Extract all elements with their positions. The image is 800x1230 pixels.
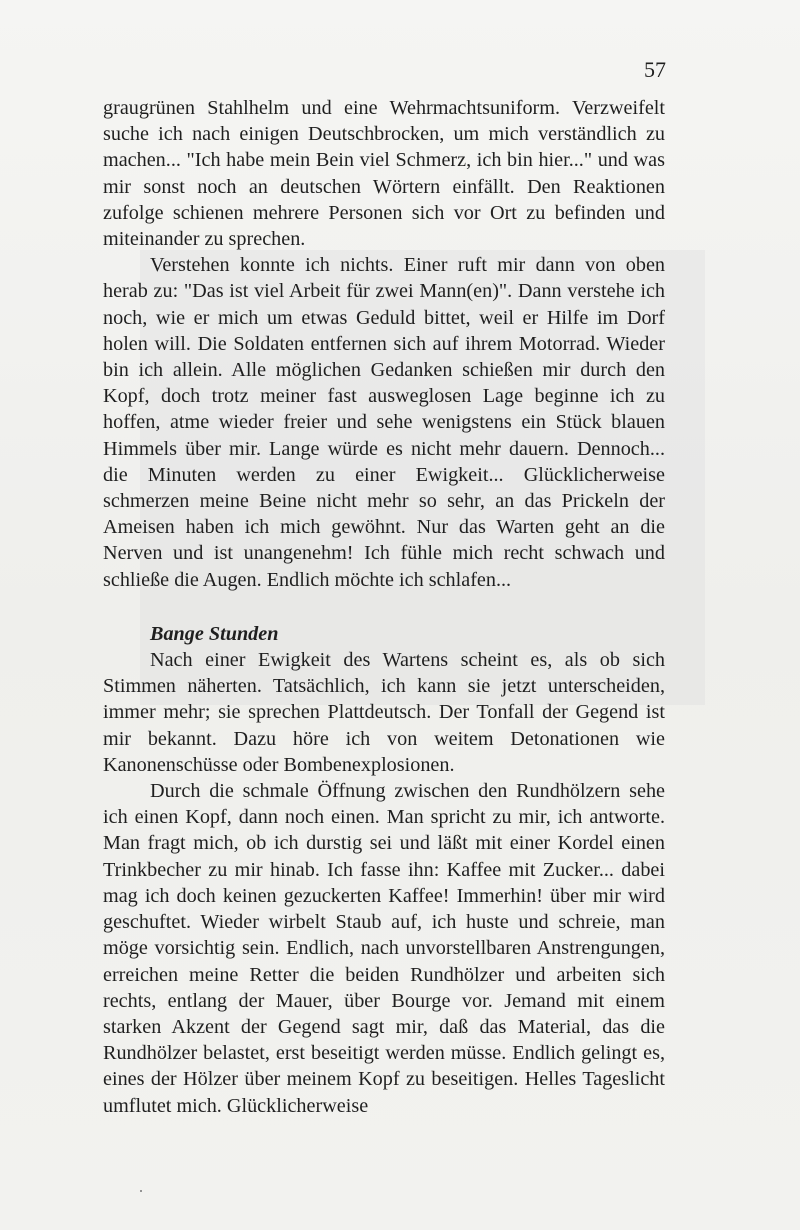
paragraph-3: Nach einer Ewigkeit des Wartens scheint es, als ob sich Stimmen näherten. Tatsächlich, ich kann sie jetzt unterscheiden, immer mehr; sie sprechen Plattdeutsch. Der Tonfall der Gegend ist mir bekannt. Dazu höre ich von weitem Detonationen wie Kanonenschüsse oder Bombenexplosionen. [103,649,665,776]
paragraph-4: Durch die schmale Öffnung zwischen den Rundhölzern sehe ich einen Kopf, dann noch einen. Man spricht zu mir, ich antworte. Man fragt mich, ob ich durstig sei und läßt mit einer Kordel einen Trinkbecher zu mir hinab. Ich fasse ihn: Kaffee mit Zucker... dabei mag ich doch keinen gezuckerten Kaffee! Immerhin! über mir wird geschuftet. Wieder wirbelt Staub auf, ich huste und schreie, man möge vorsichtig sein. Endlich, nach unvorstellbaren Anstrengungen, erreichen meine Retter die beiden Rundhölzer und arbeiten sich rechts, entlang der Mauer, über Bourge vor. Jemand mit einem starken Akzent der Gegend sagt mir, daß das Material, das die Rundhölzer belastet, erst beseitigt werden müsse. Endlich gelingt es, eines der Hölzer über meinem Kopf zu beseitigen. Helles Tageslicht umflutet mich. Glücklicherweise [103,780,665,1117]
paper-speck [140,1190,142,1192]
section-heading: Bange Stunden [150,622,279,645]
page-body [103,95,665,1119]
paragraph-2: Verstehen konnte ich nichts. Einer ruft mir dann von oben herab zu: "Das ist viel Arbeit für zwei Mann(en)". Dann verstehe ich noch, wie er mich um etwas Geduld bittet, weil er Hilfe im Dorf holen will. Die Soldaten entfernen sich auf ihrem Motorrad. Wieder bin ich allein. Alle möglichen Gedanken schießen mir durch den Kopf, doch trotz meiner fast ausweglosen Lage beginne ich zu hoffen, atme wieder freier und sehe wenigstens ein Stück blauen Himmels über mir. Lange würde es nicht mehr dauern. Dennoch... die Minuten werden zu einer Ewigkeit... Glücklicherweise schmerzen meine Beine nicht mehr so sehr, an das Prickeln der Ameisen haben ich mich gewöhnt. Nur das Warten geht an die Nerven und ist unangenehm! Ich fühle mich recht schwach und schließe die Augen. Endlich möchte ich schlafen... [103,254,665,591]
paragraph-1: graugrünen Stahlhelm und eine Wehrmachtsuniform. Verzweifelt suche ich nach einigen Deutschbrocken, um mich verständlich zu machen... "Ich habe mein Bein viel Schmerz, ich bin hier..." und was mir sonst noch an deutschen Wörtern einfällt. Den Reaktionen zufolge schienen mehrere Personen sich vor Ort zu befinden und miteinander zu sprechen. [103,97,665,251]
page-number: 57 [644,57,666,82]
